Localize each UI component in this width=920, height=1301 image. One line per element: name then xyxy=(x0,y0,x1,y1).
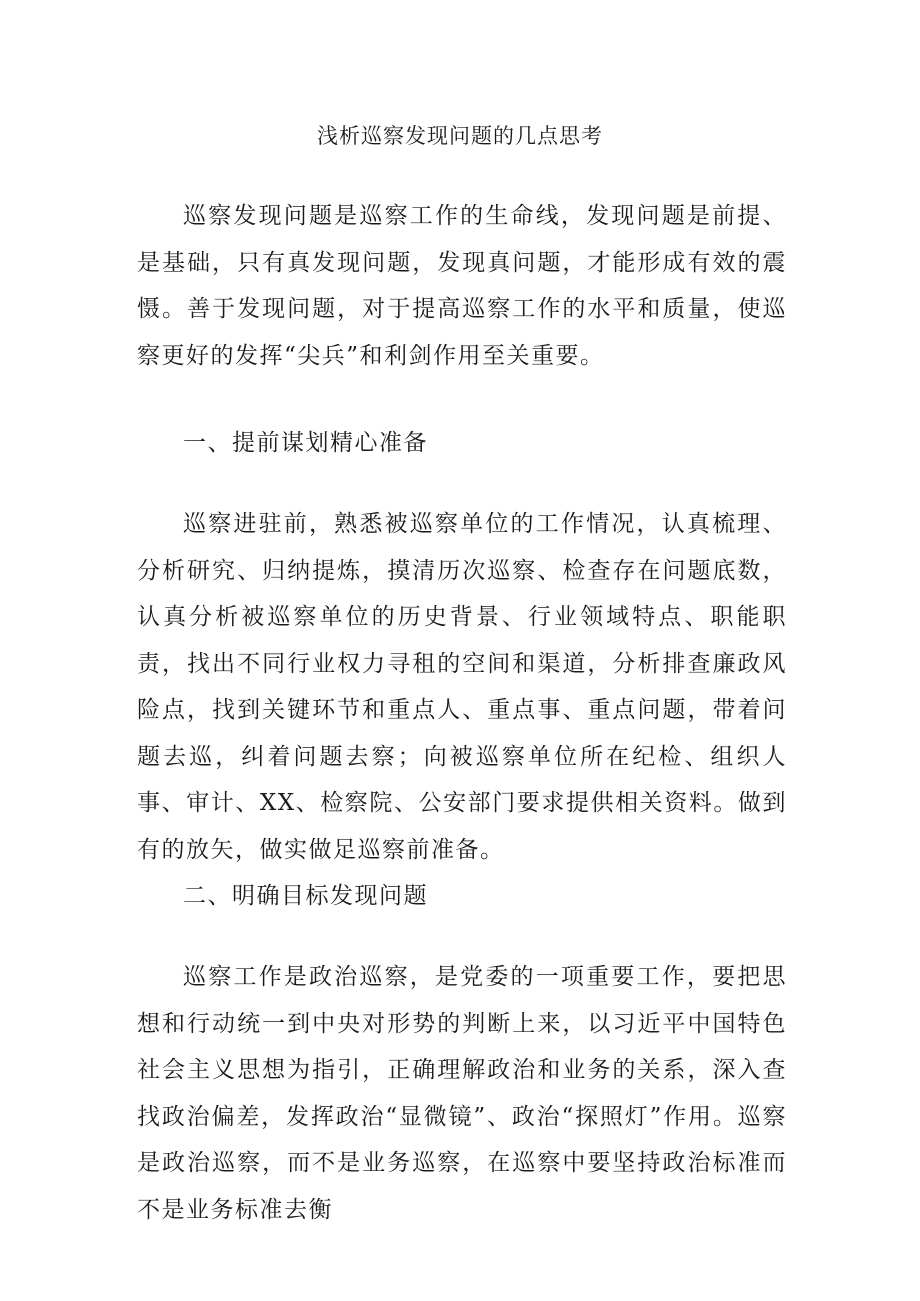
section-body-1: 巡察进驻前，熟悉被巡察单位的工作情况，认真梳理、分析研究、归纳提炼，摸清历次巡察、检查存在问题底数，认真分析被巡察单位的历史背景、行业领域特点、职能职责，找出不同行业权力寻租的空间和渠道，分析排查廉政风险点，找到关键环节和重点人、重点事、重点问题，带着问题去巡，纠着问题去察；向被巡察单位所在纪检、组织人事、审计、XX、检察院、公安部门要求提供相关资料。做到有的放矢，做实做足巡察前准备。 xyxy=(137,511,787,863)
section-heading-2: 二、明确目标发现问题 xyxy=(183,883,428,909)
section-body-2: 巡察工作是政治巡察，是党委的一项重要工作，要把思想和行动统一到中央对形势的判断上来，以习近平中国特色社会主义思想为指引，正确理解政治和业务的关系，深入查找政治偏差，发挥政治“显微镜”、政治“探照灯”作用。巡察是政治巡察，而不是业务巡察，在巡察中要坚持政治标准而不是业务标准去衡 xyxy=(137,964,787,1223)
document-title: 浅析巡察发现问题的几点思考 xyxy=(317,124,603,148)
section-heading-1: 一、提前谋划精心准备 xyxy=(183,430,428,456)
intro-paragraph: 巡察发现问题是巡察工作的生命线，发现问题是前提、是基础，只有真发现问题，发现真问题，才能形成有效的震慑。善于发现问题，对于提高巡察工作的水平和质量，使巡察更好的发挥“尖兵”和利剑作用至关重要。 xyxy=(137,203,787,369)
